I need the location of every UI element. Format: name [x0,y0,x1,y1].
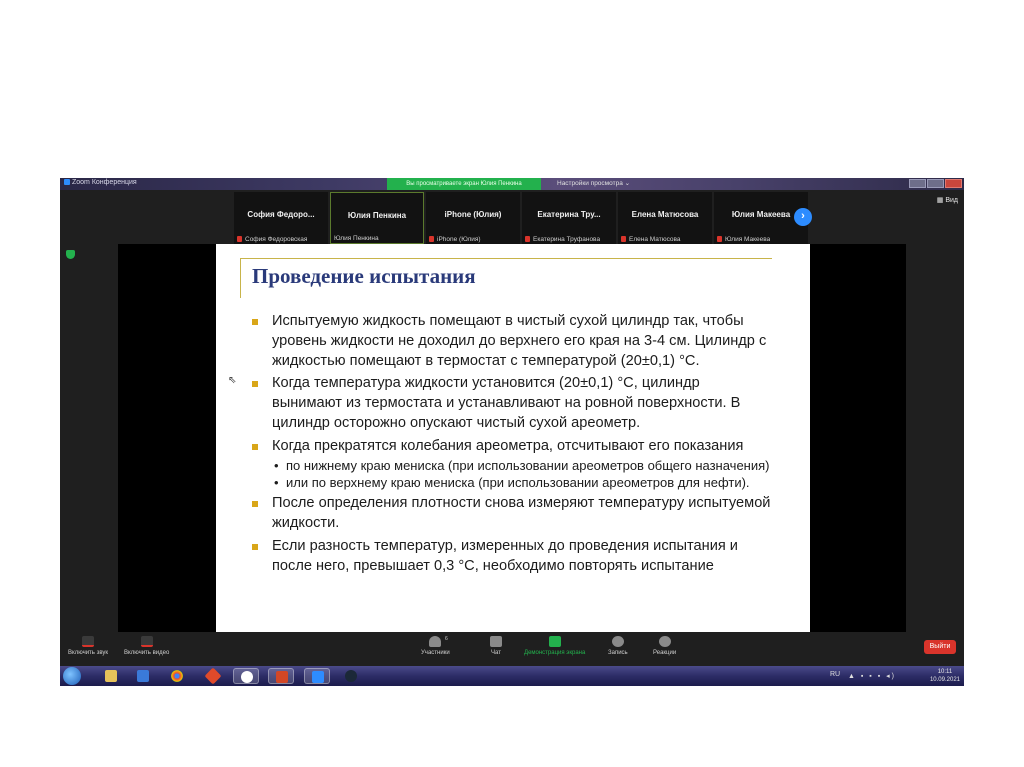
muted-mic-icon [525,236,530,242]
windows-taskbar [60,666,964,686]
participant-tile[interactable] [522,192,616,244]
participants-button[interactable] [421,636,450,656]
view-options-menu[interactable]: Настройки просмотра ⌄ [557,180,631,187]
participant-tile[interactable] [234,192,328,244]
bullet-item: Когда температура жидкости установится (20±0,1) °С, цилиндр вынимают из термостата и устанавливают на ровной поверхности. В цилиндр осторожно опускают чистый сухой ареометр. [252,374,772,433]
sub-bullet-item: • по нижнему краю мениска (при использовании ареометров общего назначения) [252,457,772,474]
participant-label: Юлия Макеева [725,236,771,243]
participant-label: София Федоровская [245,236,308,243]
muted-mic-icon [717,236,722,242]
muted-mic-icon [237,236,242,242]
view-button[interactable]: ▦ Вид [937,196,958,204]
powerpoint-icon[interactable] [268,668,294,684]
participant-name: Юлия Макеева [731,210,791,219]
next-participants-button[interactable] [794,208,812,226]
sub-bullet-item: • или по верхнему краю мениска (при использовании ареометров для нефти). [252,474,772,491]
presentation-slide [216,244,810,632]
participant-tile-active[interactable] [330,192,424,244]
participant-label: Юлия Пенкина [334,235,379,242]
record-button[interactable] [608,636,628,656]
chat-button[interactable] [490,636,502,656]
system-clock[interactable] [930,668,960,684]
security-shield-icon [66,250,75,259]
participant-label: iPhone (Юлия) [437,236,481,243]
participant-name: Екатерина Тру... [537,210,601,219]
app-icon[interactable] [200,668,226,684]
participants-label: Участники [421,650,450,656]
slide-title: Проведение испытания [252,264,476,288]
maximize-icon[interactable] [927,179,944,188]
participant-label: Елена Матюсова [629,236,681,243]
reactions-button[interactable] [653,636,676,656]
record-label: Запись [608,650,628,656]
participants-strip [234,192,810,244]
smiley-icon [659,636,671,647]
start-video-button[interactable] [124,636,169,656]
minimize-icon[interactable] [909,179,926,188]
meeting-toolbar [60,632,964,666]
shared-screen [118,244,906,632]
start-orb-icon[interactable] [63,667,81,685]
participant-name: Юлия Пенкина [347,211,407,220]
reactions-label: Реакции [653,650,677,656]
bullet-item: После определения плотности снова измеряют температуру испытуемой жидкости. [252,494,772,534]
record-icon [612,636,624,647]
leave-meeting-button[interactable]: Выйти [924,640,956,654]
bullet-item: Если разность температур, измеренных до проведения испытания и после него, превышает 0,3 °С, необходимо повторять испытание [252,537,772,577]
participant-label: Екатерина Труфанова [533,236,601,243]
unmute-button[interactable] [68,636,108,656]
chat-icon [490,636,502,647]
steam-icon[interactable] [338,668,364,684]
yandex-icon[interactable] [233,668,259,684]
microphone-muted-icon [82,636,94,647]
clock-date: 10.09.2021 [929,677,960,683]
participant-name: Елена Матюсова [631,210,699,219]
bullet-item: Испытуемую жидкость помещают в чистый сухой цилиндр так, чтобы уровень жидкости не доходил до верхнего его края на 3-4 см. Цилиндр с жидкостью помещают в термостат с температурой (20±0,1) °С. [252,312,772,371]
participants-icon [429,636,441,647]
muted-mic-icon [429,236,434,242]
share-screen-button[interactable] [524,636,585,656]
unmute-label: Включить звук [68,650,109,656]
participant-name: София Федоро... [247,210,315,219]
window-controls [909,179,962,188]
muted-mic-icon [621,236,626,242]
media-player-icon[interactable] [130,668,156,684]
zoom-window [60,178,964,686]
explorer-icon[interactable] [98,668,124,684]
bullet-list [252,312,772,577]
participants-count: 6 [445,636,448,642]
window-title: Zoom Конференция [64,179,137,186]
participant-tile[interactable] [426,192,520,244]
start-video-label: Включить видео [124,650,170,656]
chat-label: Чат [491,650,501,656]
system-tray-icons[interactable]: ▲ ▪ ▪ ▪ ◂) [848,673,896,680]
close-icon[interactable] [945,179,962,188]
bullet-item: Когда прекратятся колебания ареометра, отсчитывают его показания [252,437,772,457]
share-screen-icon [549,636,561,647]
zoom-icon[interactable] [304,668,330,684]
mouse-cursor-icon: ⇖ [228,375,237,386]
video-off-icon [141,636,153,647]
clock-time: 10:11 [937,669,953,675]
participant-tile[interactable] [618,192,712,244]
share-screen-label: Демонстрация экрана [524,650,586,656]
chrome-icon[interactable] [164,668,190,684]
participant-name: iPhone (Юлия) [444,210,502,219]
viewing-banner: Вы просматриваете экран Юлия Пенкина [387,178,541,190]
language-indicator[interactable]: RU [830,671,841,678]
title-bar [60,178,964,190]
chevron-right-icon: › [801,210,805,222]
